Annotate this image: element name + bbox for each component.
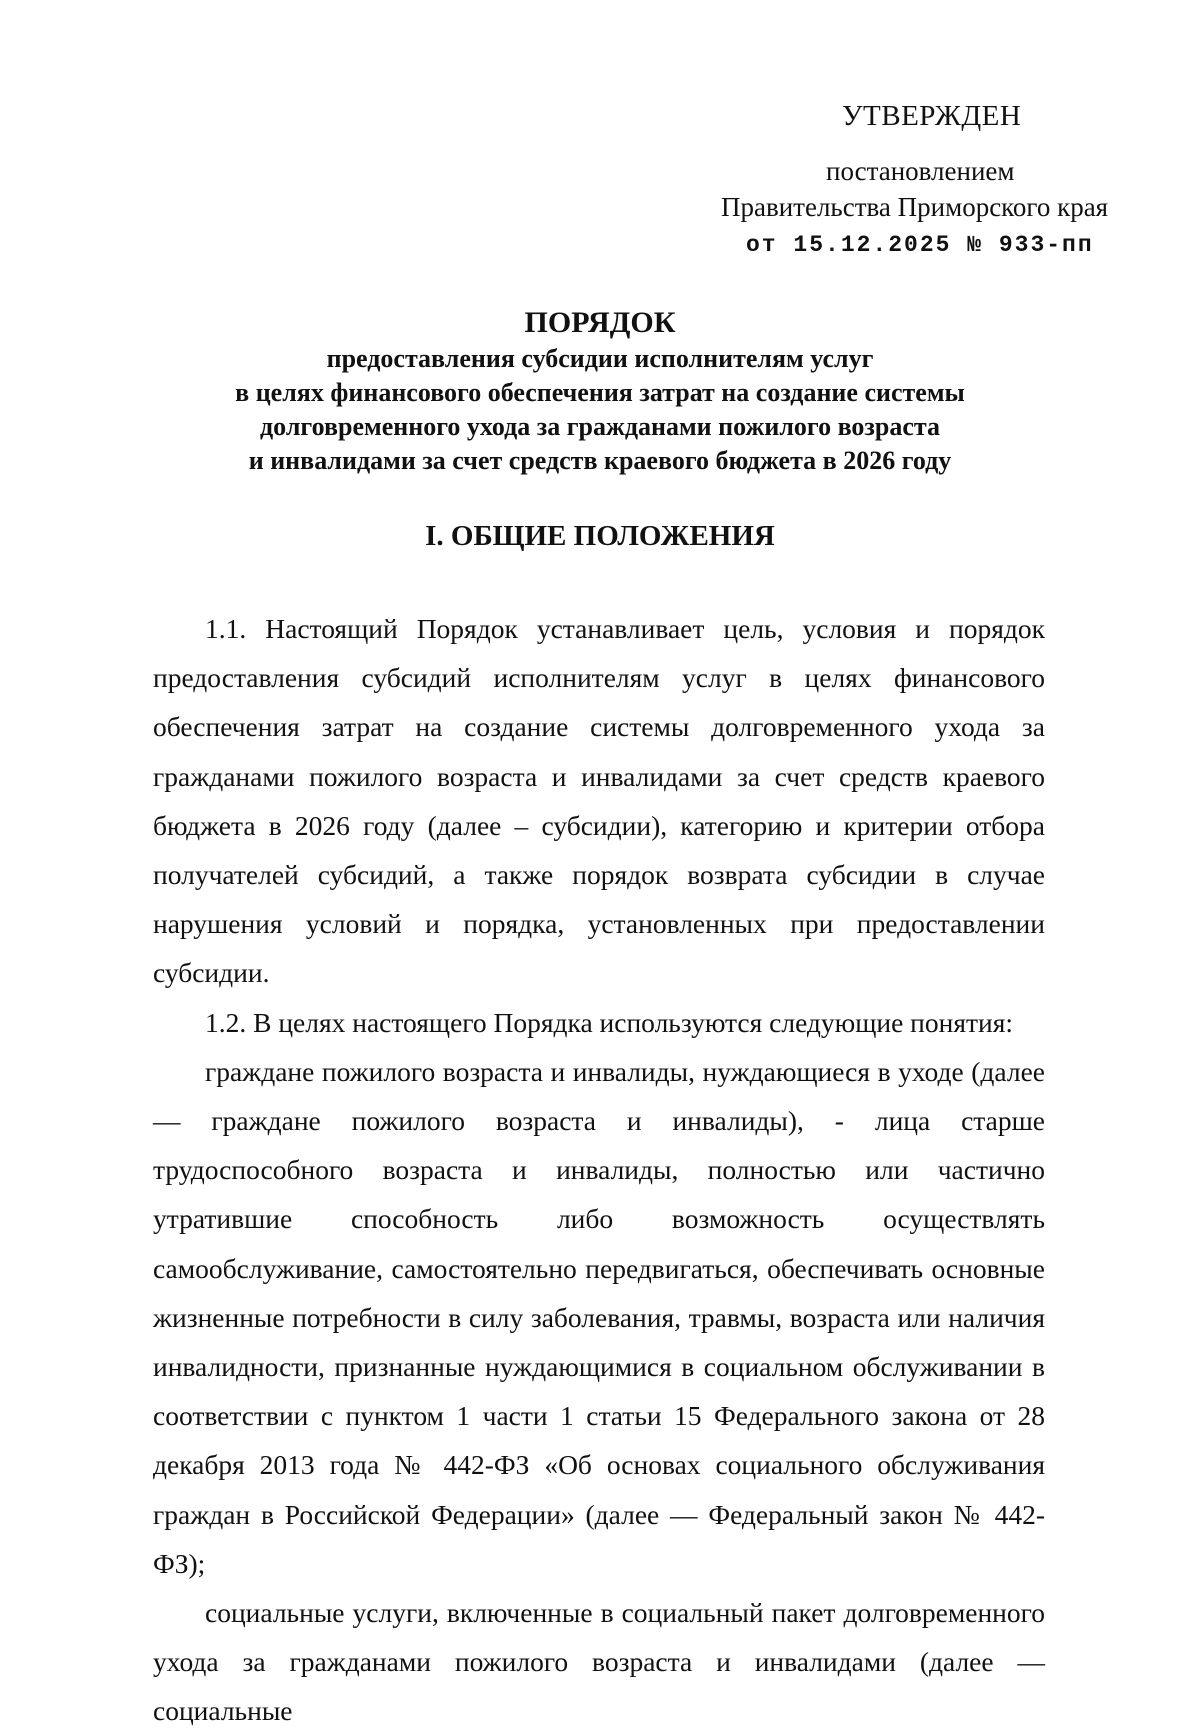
document-subtitle-line: долговременного ухода за гражданами пожилого возраста (260, 412, 940, 441)
approval-title: УТВЕРЖДЕН (842, 100, 1022, 132)
paragraph-1-1: 1.1. Настоящий Порядок устанавливает цель, условия и порядок предоставления субсидий исполнителям услуг в целях финансового обеспечения затрат на создание системы долговременного ухода за гражданами пожилого возраста и инвалидами за счет средств краевого бюджета в 2026 году (далее – субсидии), категорию и критерии отбора получателей субсидий, а также порядок возврата субсидии в случае нарушения условий и порядка, установленных при предоставлении субсидии. (153, 613, 1045, 989)
approval-authority-line: Правительства Приморского края (721, 192, 1109, 222)
document-title: ПОРЯДОК (524, 306, 676, 339)
paragraph-definition-elderly: граждане пожилого возраста и инвалиды, нуждающиеся в уходе (далее — граждане пожилого возраста и инвалиды), - лица старше трудоспособного возраста и инвалиды, полностью или частично утратившие способность либо возможность осуществлять самообслуживание, самостоятельно передвигаться, обеспечивать основные жизненные потребности в силу заболевания, травмы, возраста или наличия инвалидности, признанные нуждающимися в социальном обслуживании в соответствии с пунктом 1 части 1 статьи 15 Федерального закона от 28 декабря 2013 года № 442-ФЗ «Об основах социального обслуживания граждан в Российской Федерации» (далее — Федеральный закон № 442-ФЗ); (153, 1055, 1045, 1579)
document-heading (150, 304, 1050, 478)
section-heading: I. ОБЩИЕ ПОЛОЖЕНИЯ (425, 520, 775, 552)
document-subtitle-line: в целях финансового обеспечения затрат на создание системы (235, 378, 965, 407)
approval-date-number: от 15.12.2025 № 933-пп (746, 232, 1094, 258)
document-subtitle-line: и инвалидами за счет средств краевого бюджета в 2026 году (248, 446, 952, 475)
document-body (153, 604, 1045, 1736)
document-subtitle-line: предоставления субсидии исполнителям услуг (326, 344, 874, 373)
approval-resolution-line: постановлением (826, 156, 1015, 186)
paragraph-1-2: 1.2. В целях настоящего Порядка используются следующие понятия: (205, 1006, 1014, 1038)
paragraph-definition-services: социальные услуги, включенные в социальный пакет долговременного ухода за гражданами пожилого возраста и инвалидами (далее — социальные (153, 1597, 1045, 1727)
